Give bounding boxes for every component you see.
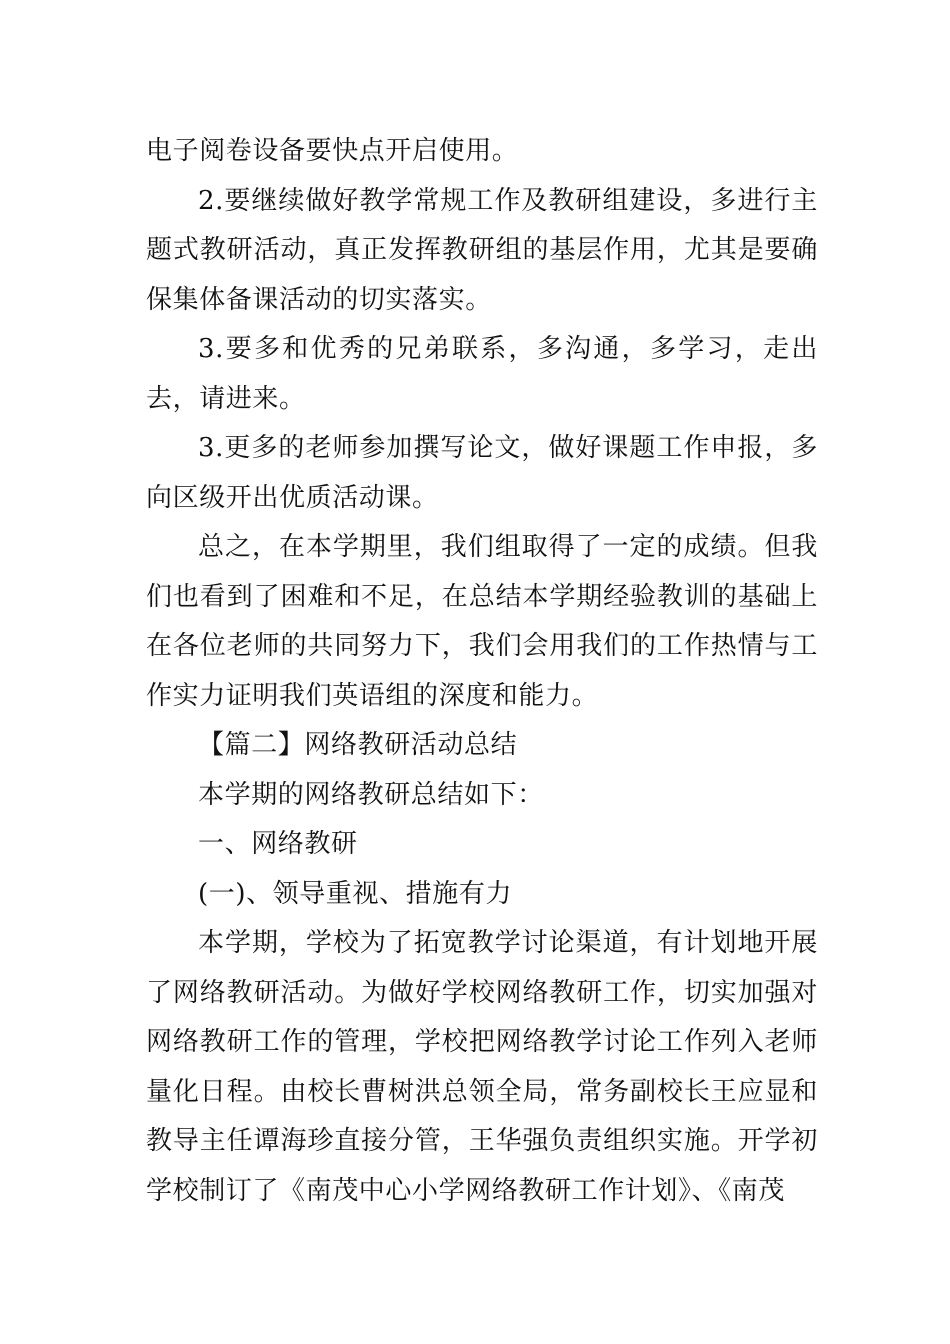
paragraph-item-3a: 3.要多和优秀的兄弟联系，多沟通，多学习，走出去，请进来。 [146, 334, 818, 414]
paragraph-conclusion: 总之，在本学期里，我们组取得了一定的成绩。但我们也看到了困难和不足，在总结本学期经验教训的基础上在各位老师的共同努力下，我们会用我们的工作热情与工作实力证明我们英语组的深度和能力。 [146, 532, 818, 711]
paragraph-item-2: 2.要继续做好教学常规工作及教研组建设，多进行主题式教研活动，真正发挥教研组的基层作用，尤其是要确保集体备课活动的切实落实。 [146, 185, 818, 315]
document-body [146, 127, 818, 1216]
subheading-level-2: (一)、领导重视、措施有力 [198, 878, 513, 909]
paragraph-item-3b: 3.更多的老师参加撰写论文，做好课题工作申报，多向区级开出优质活动课。 [146, 433, 818, 513]
paragraph-body: 本学期，学校为了拓宽教学讨论渠道，有计划地开展了网络教研活动。为做好学校网络教研工作，切实加强对网络教研工作的管理，学校把网络教学讨论工作列入老师量化日程。由校长曹树洪总领全局，常务副校长王应显和教导主任谭海珍直接分管，王华强负责组织实施。开学初学校制订了《南茂中心小学网络教研工作计划》、《南茂 [146, 928, 818, 1206]
paragraph-intro: 本学期的网络教研总结如下： [198, 779, 544, 810]
subheading-level-1: 一、网络教研 [198, 829, 358, 859]
section-heading: 【篇二】网络教研活动总结 [198, 730, 518, 760]
paragraph-continuation: 电子阅卷设备要快点开启使用。 [146, 136, 519, 166]
